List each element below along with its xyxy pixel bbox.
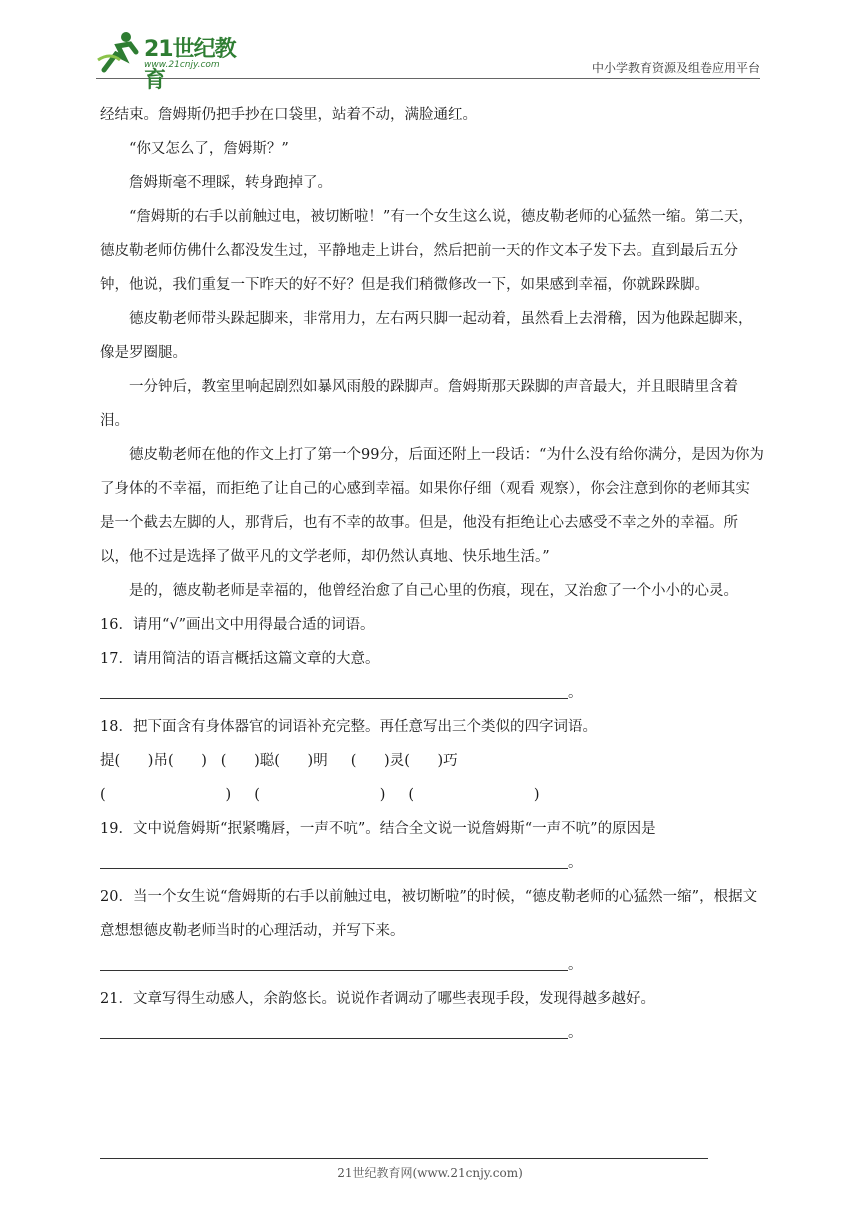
period-mark: 。 bbox=[568, 1025, 583, 1041]
page-footer: 21世纪教育网(www.21cnjy.com) bbox=[337, 1166, 523, 1180]
question-20: 20．当一个女生说“詹姆斯的右手以前触过电，被切断啦”的时候，“德皮勒老师的心猛然一缩”，根据文意想想德皮勒老师当时的心理活动，并写下来。 bbox=[100, 889, 758, 939]
footer-divider bbox=[100, 1158, 708, 1159]
question-18: 18．把下面含有身体器官的词语补充完整。再任意写出三个类似的四字词语。 bbox=[100, 719, 597, 735]
runner-logo-icon bbox=[96, 30, 142, 74]
page-header bbox=[96, 30, 760, 93]
question-18-row1[interactable]: 提( )吊( ) ( )聪( )明 ( )灵( )巧 bbox=[100, 753, 458, 769]
question-21: 21．文章写得生动感人，余韵悠长。说说作者调动了哪些表现手段，发现得越多越好。 bbox=[100, 991, 655, 1007]
platform-name: 中小学教育资源及组卷应用平台 bbox=[591, 61, 760, 75]
passage-paragraph: 德皮勒老师在他的作文上打了第一个99分，后面还附上一段话：“为什么没有给你满分，是因为你为了身体的不幸福，而拒绝了让自己的心感到幸福。如果你仔细（观看 观察），你会注意到你的老师其实是一个截去左脚的人，那背后，也有不幸的故事。但是，他没有拒绝让心去感受不幸之外的幸福。所以，他不过是选择了做平凡的文学老师，却仍然认真地、快乐地生活。” bbox=[100, 447, 764, 565]
passage-paragraph: 经结束。詹姆斯仍把手抄在口袋里，站着不动，满脸通红。 bbox=[100, 107, 477, 123]
logo bbox=[96, 30, 256, 93]
passage-paragraph: 詹姆斯毫不理睬，转身跑掉了。 bbox=[129, 175, 332, 191]
period-mark: 。 bbox=[568, 855, 583, 871]
answer-blank-21[interactable] bbox=[100, 1016, 764, 1050]
question-17: 17．请用简洁的语言概括这篇文章的大意。 bbox=[100, 651, 380, 667]
question-18-row2[interactable]: ( ) ( ) ( ) bbox=[100, 787, 540, 803]
answer-blank-17[interactable] bbox=[100, 676, 764, 710]
question-16: 16．请用“√”画出文中用得最合适的词语。 bbox=[100, 617, 375, 633]
passage-paragraph: “你又怎么了，詹姆斯？” bbox=[129, 141, 289, 157]
question-19: 19．文中说詹姆斯“抿紧嘴唇，一声不吭”。结合全文说一说詹姆斯“一声不吭”的原因是 bbox=[100, 821, 656, 837]
answer-blank-19[interactable] bbox=[100, 846, 764, 880]
answer-blank-20[interactable] bbox=[100, 948, 764, 982]
passage-paragraph: 一分钟后，教室里响起剧烈如暴风雨般的跺脚声。詹姆斯那天跺脚的声音最大，并且眼睛里含着泪。 bbox=[100, 379, 738, 429]
period-mark: 。 bbox=[568, 685, 583, 701]
logo-text: 21世纪教育 bbox=[144, 37, 236, 93]
answer-underline bbox=[100, 970, 568, 971]
passage-paragraph: 是的，德皮勒老师是幸福的，他曾经治愈了自己心里的伤痕，现在，又治愈了一个小小的心灵。 bbox=[129, 583, 738, 599]
passage-paragraph: 德皮勒老师带头跺起脚来，非常用力，左右两只脚一起动着，虽然看上去滑稽，因为他跺起脚来，像是罗圈腿。 bbox=[100, 311, 753, 361]
answer-underline bbox=[100, 698, 568, 699]
period-mark: 。 bbox=[568, 957, 583, 973]
passage-paragraph: “詹姆斯的右手以前触过电，被切断啦！”有一个女生这么说，德皮勒老师的心猛然一缩。第二天，德皮勒老师仿佛什么都没发生过，平静地走上讲台，然后把前一天的作文本子发下去。直到最后五分钟，他说，我们重复一下昨天的好不好？但是我们稍微修改一下，如果感到幸福，你就跺跺脚。 bbox=[100, 209, 753, 293]
answer-underline bbox=[100, 1038, 568, 1039]
document-body bbox=[100, 98, 764, 1050]
logo-url: www.21cnjy.com bbox=[144, 60, 220, 70]
answer-underline bbox=[100, 868, 568, 869]
